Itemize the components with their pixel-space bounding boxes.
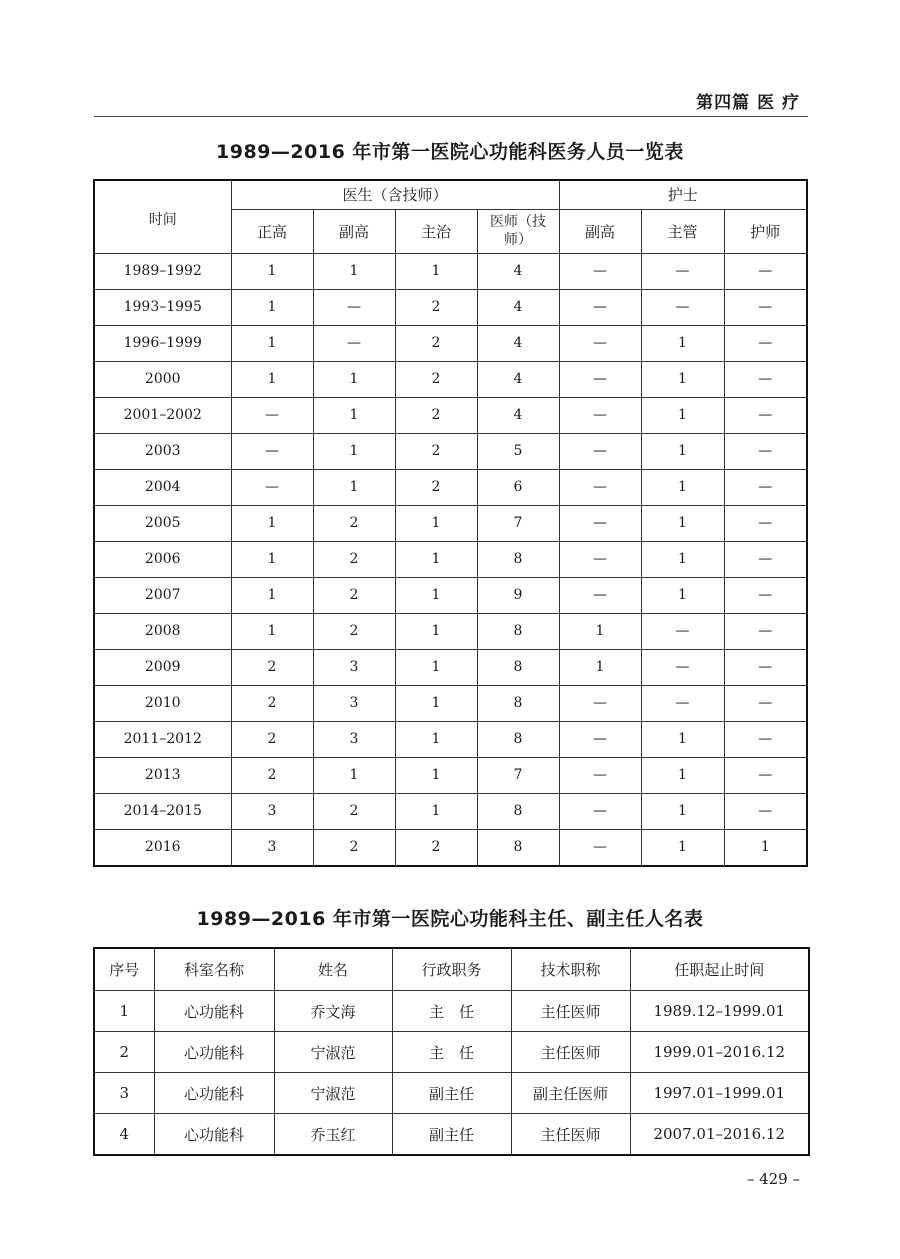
count-cell: 1 bbox=[395, 757, 477, 793]
table-row bbox=[94, 1114, 809, 1156]
table-row bbox=[94, 721, 807, 757]
table-row bbox=[94, 397, 807, 433]
count-cell: — bbox=[313, 325, 395, 361]
count-cell: 2 bbox=[313, 505, 395, 541]
name-cell: 乔玉红 bbox=[274, 1114, 392, 1156]
count-cell: 1 bbox=[231, 253, 313, 289]
sub-header: 正高 bbox=[231, 209, 313, 253]
name-cell: 宁淑范 bbox=[274, 1073, 392, 1114]
count-cell: 2 bbox=[395, 397, 477, 433]
department-cell: 心功能科 bbox=[154, 1114, 274, 1156]
count-cell: — bbox=[724, 361, 807, 397]
position-cell: 副主任 bbox=[392, 1073, 511, 1114]
count-cell: 1 bbox=[395, 613, 477, 649]
count-cell: 1 bbox=[231, 613, 313, 649]
count-cell: — bbox=[559, 829, 641, 866]
term-cell: 1989.12–1999.01 bbox=[630, 991, 809, 1032]
period-cell: 2007 bbox=[94, 577, 231, 613]
period-cell: 2000 bbox=[94, 361, 231, 397]
count-cell: — bbox=[559, 505, 641, 541]
column-header: 序号 bbox=[94, 948, 154, 991]
count-cell: 3 bbox=[313, 685, 395, 721]
count-cell: 4 bbox=[477, 397, 559, 433]
count-cell: — bbox=[724, 577, 807, 613]
director-table bbox=[93, 947, 810, 1156]
count-cell: — bbox=[559, 685, 641, 721]
table-row bbox=[94, 685, 807, 721]
count-cell: 8 bbox=[477, 829, 559, 866]
name-cell: 宁淑范 bbox=[274, 1032, 392, 1073]
count-cell: 1 bbox=[395, 505, 477, 541]
count-cell: 1 bbox=[313, 361, 395, 397]
period-cell: 1996–1999 bbox=[94, 325, 231, 361]
count-cell: 1 bbox=[641, 541, 724, 577]
table-row bbox=[94, 505, 807, 541]
count-cell: 8 bbox=[477, 541, 559, 577]
count-cell: — bbox=[231, 469, 313, 505]
count-cell: — bbox=[559, 541, 641, 577]
count-cell: — bbox=[559, 397, 641, 433]
count-cell: — bbox=[559, 757, 641, 793]
count-cell: 2 bbox=[313, 829, 395, 866]
index-cell: 4 bbox=[94, 1114, 154, 1156]
count-cell: — bbox=[724, 649, 807, 685]
count-cell: 2 bbox=[313, 577, 395, 613]
column-header: 技术职称 bbox=[511, 948, 630, 991]
table-row bbox=[94, 1032, 809, 1073]
count-cell: 4 bbox=[477, 253, 559, 289]
term-cell: 2007.01–2016.12 bbox=[630, 1114, 809, 1156]
count-cell: — bbox=[724, 613, 807, 649]
count-cell: — bbox=[231, 433, 313, 469]
count-cell: — bbox=[724, 757, 807, 793]
count-cell: 1 bbox=[724, 829, 807, 866]
column-header: 科室名称 bbox=[154, 948, 274, 991]
count-cell: 2 bbox=[395, 469, 477, 505]
count-cell: 7 bbox=[477, 505, 559, 541]
sub-header: 医师（技师） bbox=[477, 209, 559, 253]
sub-header: 副高 bbox=[559, 209, 641, 253]
department-cell: 心功能科 bbox=[154, 991, 274, 1032]
count-cell: 1 bbox=[641, 793, 724, 829]
count-cell: — bbox=[724, 541, 807, 577]
period-cell: 1989–1992 bbox=[94, 253, 231, 289]
index-cell: 1 bbox=[94, 991, 154, 1032]
name-cell: 乔文海 bbox=[274, 991, 392, 1032]
column-header: 行政职务 bbox=[392, 948, 511, 991]
table-row bbox=[94, 325, 807, 361]
column-header: 任职起止时间 bbox=[630, 948, 809, 991]
period-cell: 2014–2015 bbox=[94, 793, 231, 829]
count-cell: 7 bbox=[477, 757, 559, 793]
period-cell: 2006 bbox=[94, 541, 231, 577]
count-cell: 8 bbox=[477, 721, 559, 757]
count-cell: — bbox=[724, 469, 807, 505]
term-cell: 1997.01–1999.01 bbox=[630, 1073, 809, 1114]
table-row bbox=[94, 577, 807, 613]
count-cell: — bbox=[641, 685, 724, 721]
count-cell: 1 bbox=[641, 469, 724, 505]
count-cell: 2 bbox=[395, 829, 477, 866]
count-cell: 3 bbox=[231, 829, 313, 866]
count-cell: — bbox=[641, 289, 724, 325]
term-cell: 1999.01–2016.12 bbox=[630, 1032, 809, 1073]
count-cell: 1 bbox=[313, 397, 395, 433]
count-cell: 1 bbox=[641, 505, 724, 541]
table-row bbox=[94, 991, 809, 1032]
count-cell: — bbox=[641, 253, 724, 289]
sub-header: 护师 bbox=[724, 209, 807, 253]
index-cell: 2 bbox=[94, 1032, 154, 1073]
count-cell: 8 bbox=[477, 685, 559, 721]
period-cell: 2009 bbox=[94, 649, 231, 685]
table-row bbox=[94, 469, 807, 505]
sub-header: 副高 bbox=[313, 209, 395, 253]
sub-header: 主管 bbox=[641, 209, 724, 253]
count-cell: 2 bbox=[313, 613, 395, 649]
count-cell: 4 bbox=[477, 325, 559, 361]
count-cell: 1 bbox=[313, 757, 395, 793]
count-cell: — bbox=[724, 793, 807, 829]
count-cell: — bbox=[724, 433, 807, 469]
count-cell: — bbox=[559, 793, 641, 829]
count-cell: — bbox=[724, 397, 807, 433]
count-cell: — bbox=[231, 397, 313, 433]
count-cell: 2 bbox=[313, 541, 395, 577]
position-cell: 副主任 bbox=[392, 1114, 511, 1156]
count-cell: — bbox=[724, 505, 807, 541]
count-cell: 1 bbox=[641, 577, 724, 613]
period-cell: 2008 bbox=[94, 613, 231, 649]
count-cell: 2 bbox=[395, 361, 477, 397]
director-table-title: 1989—2016 年市第一医院心功能科主任、副主任人名表 bbox=[196, 908, 704, 930]
count-cell: 1 bbox=[313, 253, 395, 289]
count-cell: 1 bbox=[231, 361, 313, 397]
count-cell: 2 bbox=[231, 757, 313, 793]
count-cell: 1 bbox=[231, 289, 313, 325]
table-row bbox=[94, 541, 807, 577]
staff-table bbox=[93, 179, 808, 867]
count-cell: 1 bbox=[231, 577, 313, 613]
count-cell: 9 bbox=[477, 577, 559, 613]
title-cell: 主任医师 bbox=[511, 1114, 630, 1156]
count-cell: 1 bbox=[395, 253, 477, 289]
count-cell: 1 bbox=[641, 757, 724, 793]
count-cell: 8 bbox=[477, 649, 559, 685]
nurse-group-header: 护士 bbox=[559, 180, 807, 209]
table-row bbox=[94, 433, 807, 469]
count-cell: — bbox=[559, 721, 641, 757]
count-cell: 6 bbox=[477, 469, 559, 505]
count-cell: 1 bbox=[641, 397, 724, 433]
count-cell: — bbox=[559, 253, 641, 289]
count-cell: — bbox=[559, 577, 641, 613]
table-row bbox=[94, 361, 807, 397]
count-cell: 1 bbox=[395, 721, 477, 757]
table-row bbox=[94, 1073, 809, 1114]
count-cell: — bbox=[724, 325, 807, 361]
count-cell: 3 bbox=[313, 721, 395, 757]
count-cell: 2 bbox=[395, 289, 477, 325]
count-cell: 2 bbox=[231, 721, 313, 757]
count-cell: 8 bbox=[477, 793, 559, 829]
count-cell: 1 bbox=[641, 361, 724, 397]
count-cell: — bbox=[724, 721, 807, 757]
index-cell: 3 bbox=[94, 1073, 154, 1114]
staff-table-title: 1989—2016 年市第一医院心功能科医务人员一览表 bbox=[216, 141, 684, 163]
table-row bbox=[94, 829, 807, 866]
count-cell: 3 bbox=[231, 793, 313, 829]
period-cell: 2005 bbox=[94, 505, 231, 541]
table-row bbox=[94, 757, 807, 793]
count-cell: — bbox=[559, 289, 641, 325]
count-cell: 1 bbox=[395, 541, 477, 577]
period-cell: 1993–1995 bbox=[94, 289, 231, 325]
count-cell: 1 bbox=[395, 793, 477, 829]
count-cell: 2 bbox=[231, 649, 313, 685]
count-cell: 2 bbox=[395, 325, 477, 361]
count-cell: — bbox=[724, 253, 807, 289]
count-cell: 1 bbox=[641, 721, 724, 757]
period-cell: 2013 bbox=[94, 757, 231, 793]
count-cell: — bbox=[559, 325, 641, 361]
count-cell: — bbox=[641, 649, 724, 685]
title-cell: 副主任医师 bbox=[511, 1073, 630, 1114]
count-cell: — bbox=[724, 685, 807, 721]
count-cell: 2 bbox=[231, 685, 313, 721]
period-cell: 2011–2012 bbox=[94, 721, 231, 757]
table-row bbox=[94, 613, 807, 649]
count-cell: 2 bbox=[395, 433, 477, 469]
count-cell: 8 bbox=[477, 613, 559, 649]
count-cell: 1 bbox=[395, 649, 477, 685]
count-cell: 1 bbox=[641, 433, 724, 469]
page-number: – 429 – bbox=[746, 1170, 800, 1188]
count-cell: 2 bbox=[313, 793, 395, 829]
count-cell: — bbox=[641, 613, 724, 649]
column-header: 姓名 bbox=[274, 948, 392, 991]
period-cell: 2001–2002 bbox=[94, 397, 231, 433]
count-cell: 1 bbox=[641, 325, 724, 361]
table-row bbox=[94, 289, 807, 325]
count-cell: — bbox=[559, 469, 641, 505]
table-row bbox=[94, 793, 807, 829]
period-cell: 2004 bbox=[94, 469, 231, 505]
count-cell: 3 bbox=[313, 649, 395, 685]
doctor-group-header: 医生（含技师） bbox=[231, 180, 559, 209]
period-cell: 2010 bbox=[94, 685, 231, 721]
running-header bbox=[94, 88, 808, 117]
count-cell: — bbox=[559, 433, 641, 469]
count-cell: 1 bbox=[395, 685, 477, 721]
count-cell: — bbox=[313, 289, 395, 325]
sub-header: 主治 bbox=[395, 209, 477, 253]
count-cell: 5 bbox=[477, 433, 559, 469]
count-cell: 1 bbox=[641, 829, 724, 866]
department-cell: 心功能科 bbox=[154, 1073, 274, 1114]
count-cell: 1 bbox=[313, 433, 395, 469]
position-cell: 主 任 bbox=[392, 991, 511, 1032]
count-cell: 1 bbox=[559, 613, 641, 649]
count-cell: — bbox=[559, 361, 641, 397]
count-cell: 1 bbox=[395, 577, 477, 613]
count-cell: 1 bbox=[559, 649, 641, 685]
time-header: 时间 bbox=[94, 180, 231, 253]
period-cell: 2016 bbox=[94, 829, 231, 866]
section-title: 第四篇 医 疗 bbox=[696, 93, 800, 113]
department-cell: 心功能科 bbox=[154, 1032, 274, 1073]
title-cell: 主任医师 bbox=[511, 1032, 630, 1073]
title-cell: 主任医师 bbox=[511, 991, 630, 1032]
table-row bbox=[94, 253, 807, 289]
count-cell: 1 bbox=[231, 325, 313, 361]
table-row bbox=[94, 649, 807, 685]
count-cell: 4 bbox=[477, 361, 559, 397]
period-cell: 2003 bbox=[94, 433, 231, 469]
count-cell: 1 bbox=[313, 469, 395, 505]
position-cell: 主 任 bbox=[392, 1032, 511, 1073]
count-cell: — bbox=[724, 289, 807, 325]
count-cell: 1 bbox=[231, 541, 313, 577]
count-cell: 1 bbox=[231, 505, 313, 541]
count-cell: 4 bbox=[477, 289, 559, 325]
